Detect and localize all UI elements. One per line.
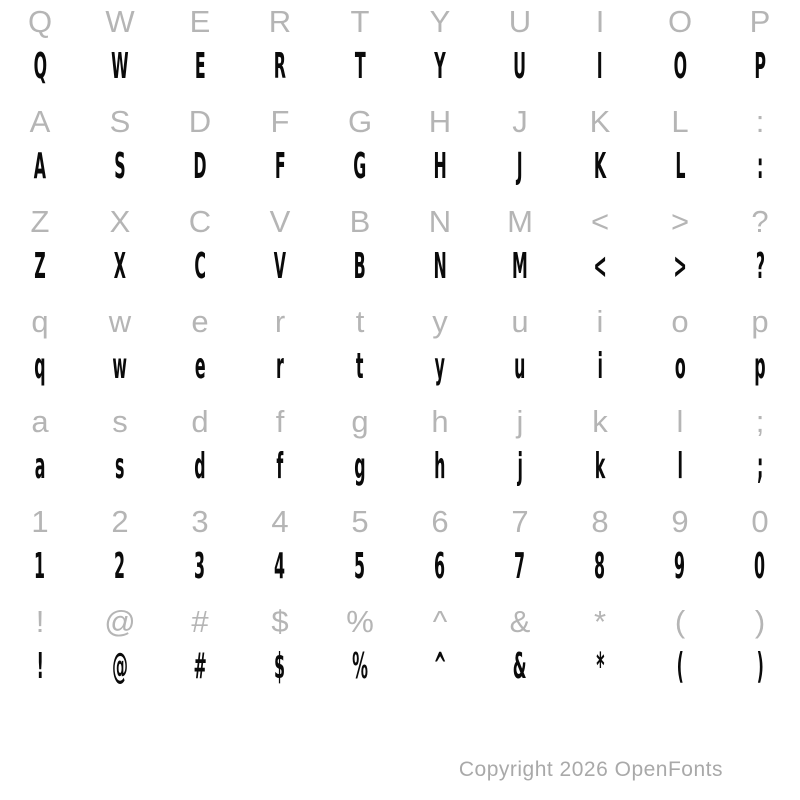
glyph-preview: k: [594, 446, 606, 487]
glyph-reference: o: [671, 303, 689, 339]
glyph-reference: U: [508, 3, 532, 39]
glyph-preview: S: [114, 146, 126, 187]
glyph-reference: $: [271, 603, 289, 639]
glyph-preview: D: [193, 146, 207, 187]
row-uppercase-bottom-preview: [0, 242, 800, 292]
glyph-preview: #: [193, 646, 207, 687]
glyph-preview: I: [597, 46, 603, 87]
glyph-preview: 3: [194, 546, 206, 587]
copyright-text: Copyright 2026 OpenFonts: [458, 758, 723, 781]
glyph-reference: g: [351, 403, 369, 439]
glyph-reference: 1: [31, 503, 49, 539]
glyph-preview: U: [513, 46, 527, 87]
glyph-preview: X: [113, 246, 127, 287]
glyph-preview: E: [194, 46, 206, 87]
glyph-reference: J: [512, 103, 528, 139]
glyph-preview: *: [595, 646, 605, 687]
glyph-reference: !: [35, 603, 45, 639]
glyph-reference: y: [432, 303, 448, 339]
glyph-preview: r: [276, 346, 284, 387]
glyph-reference: l: [676, 403, 684, 439]
row-symbols-preview: [0, 642, 800, 692]
glyph-preview: T: [354, 46, 366, 87]
row-digits-reference: [0, 496, 800, 546]
glyph-reference: e: [191, 303, 209, 339]
glyph-reference: :: [755, 103, 765, 139]
glyph-preview: (: [676, 646, 684, 687]
glyph-preview: >: [673, 246, 687, 287]
glyph-reference: 7: [511, 503, 529, 539]
glyph-preview: w: [112, 346, 128, 387]
glyph-preview: ^: [433, 646, 447, 687]
glyph-preview: ): [756, 646, 764, 687]
glyph-reference: V: [269, 203, 291, 239]
glyph-preview: 5: [354, 546, 366, 587]
glyph-reference: B: [349, 203, 371, 239]
glyph-reference: H: [428, 103, 452, 139]
glyph-reference: D: [188, 103, 212, 139]
glyph-reference: K: [589, 103, 611, 139]
glyph-preview: @: [112, 646, 128, 687]
row-lowercase-top-preview: [0, 342, 800, 392]
glyph-reference: 2: [111, 503, 129, 539]
glyph-reference: *: [593, 603, 607, 639]
glyph-reference: S: [109, 103, 131, 139]
glyph-preview: %: [352, 646, 368, 687]
glyph-preview: d: [194, 446, 206, 487]
glyph-preview: H: [433, 146, 447, 187]
glyph-reference: j: [516, 403, 524, 439]
glyph-reference: i: [596, 303, 604, 339]
glyph-reference: Q: [27, 3, 53, 39]
glyph-preview: g: [354, 446, 366, 487]
glyph-reference: >: [670, 203, 690, 239]
glyph-reference: 8: [591, 503, 609, 539]
glyph-preview: t: [356, 346, 364, 387]
glyph-reference: <: [590, 203, 610, 239]
glyph-preview: u: [514, 346, 526, 387]
glyph-reference: C: [188, 203, 212, 239]
glyph-reference: u: [511, 303, 529, 339]
glyph-preview: Y: [434, 46, 446, 87]
glyph-reference: d: [191, 403, 209, 439]
glyph-reference: @: [104, 603, 136, 639]
row-digits-preview: [0, 542, 800, 592]
glyph-reference: 6: [431, 503, 449, 539]
glyph-preview: q: [34, 346, 46, 387]
glyph-reference: q: [31, 303, 49, 339]
glyph-preview: W: [111, 46, 129, 87]
glyph-preview: B: [353, 246, 367, 287]
glyph-reference: ^: [432, 603, 448, 639]
glyph-reference: A: [29, 103, 51, 139]
glyph-preview: 2: [114, 546, 126, 587]
glyph-reference: I: [595, 3, 605, 39]
glyph-reference: L: [671, 103, 689, 139]
glyph-reference: X: [109, 203, 131, 239]
glyph-preview: Z: [34, 246, 46, 287]
glyph-preview: K: [593, 146, 607, 187]
glyph-preview: j: [517, 446, 523, 487]
row-lowercase-home-reference: [0, 396, 800, 446]
glyph-preview: e: [194, 346, 206, 387]
glyph-reference: 5: [351, 503, 369, 539]
glyph-preview: p: [754, 346, 766, 387]
glyph-preview: C: [194, 246, 206, 287]
glyph-reference: 4: [271, 503, 289, 539]
glyph-preview: 0: [754, 546, 766, 587]
glyph-preview: s: [115, 446, 125, 487]
glyph-reference: t: [355, 303, 365, 339]
glyph-preview: 8: [594, 546, 606, 587]
glyph-preview: !: [36, 646, 44, 687]
glyph-reference: s: [112, 403, 128, 439]
glyph-preview: G: [353, 146, 367, 187]
glyph-preview: &: [513, 646, 527, 687]
glyph-preview: J: [517, 146, 523, 187]
glyph-reference: F: [270, 103, 290, 139]
row-uppercase-top-preview: [0, 42, 800, 92]
glyph-reference: R: [268, 3, 292, 39]
glyph-preview: 6: [434, 546, 446, 587]
glyph-reference: 9: [671, 503, 689, 539]
row-uppercase-home-preview: [0, 142, 800, 192]
glyph-preview: 7: [514, 546, 526, 587]
row-symbols-reference: [0, 596, 800, 646]
glyph-reference: 3: [191, 503, 209, 539]
glyph-preview: N: [433, 246, 447, 287]
glyph-reference: W: [105, 3, 135, 39]
glyph-reference: h: [431, 403, 449, 439]
row-uppercase-bottom-reference: [0, 196, 800, 246]
glyph-reference: k: [592, 403, 608, 439]
glyph-preview: R: [273, 46, 287, 87]
glyph-reference: ): [754, 603, 766, 639]
glyph-reference: G: [347, 103, 373, 139]
glyph-reference: r: [274, 303, 286, 339]
glyph-reference: p: [751, 303, 769, 339]
glyph-reference: a: [31, 403, 49, 439]
glyph-preview: $: [274, 646, 286, 687]
glyph-preview: 4: [274, 546, 286, 587]
glyph-reference: M: [507, 203, 533, 239]
glyph-preview: y: [434, 346, 446, 387]
glyph-reference: 0: [751, 503, 769, 539]
glyph-reference: N: [428, 203, 452, 239]
glyph-preview: <: [593, 246, 607, 287]
row-uppercase-home-reference: [0, 96, 800, 146]
glyph-preview: i: [597, 346, 603, 387]
glyph-preview: V: [273, 246, 287, 287]
glyph-reference: O: [667, 3, 693, 39]
glyph-preview: L: [674, 146, 686, 187]
glyph-preview: a: [34, 446, 46, 487]
glyph-reference: #: [191, 603, 209, 639]
row-uppercase-top-reference: [0, 0, 800, 46]
glyph-reference: Z: [30, 203, 50, 239]
glyph-reference: E: [189, 3, 211, 39]
glyph-preview: P: [754, 46, 766, 87]
glyph-preview: 9: [674, 546, 686, 587]
glyph-preview: Q: [33, 46, 47, 87]
glyph-preview: M: [512, 246, 528, 287]
glyph-reference: ?: [751, 203, 769, 239]
glyph-reference: P: [749, 3, 771, 39]
glyph-reference: T: [350, 3, 370, 39]
glyph-reference: &: [509, 603, 531, 639]
glyph-preview: ?: [755, 246, 765, 287]
glyph-preview: h: [434, 446, 446, 487]
row-lowercase-home-preview: [0, 442, 800, 492]
glyph-reference: ;: [755, 403, 765, 439]
row-lowercase-top-reference: [0, 296, 800, 346]
glyph-preview: O: [673, 46, 687, 87]
glyph-preview: :: [756, 146, 764, 187]
glyph-reference: (: [674, 603, 686, 639]
glyph-preview: ;: [756, 446, 764, 487]
glyph-reference: f: [275, 403, 285, 439]
glyph-preview: 1: [34, 546, 46, 587]
glyph-preview: f: [276, 446, 284, 487]
glyph-reference: w: [108, 303, 132, 339]
glyph-reference: Y: [429, 3, 451, 39]
glyph-preview: F: [274, 146, 286, 187]
glyph-preview: o: [674, 346, 686, 387]
glyph-reference: %: [346, 603, 374, 639]
glyph-preview: A: [33, 146, 47, 187]
glyph-preview: l: [677, 446, 683, 487]
